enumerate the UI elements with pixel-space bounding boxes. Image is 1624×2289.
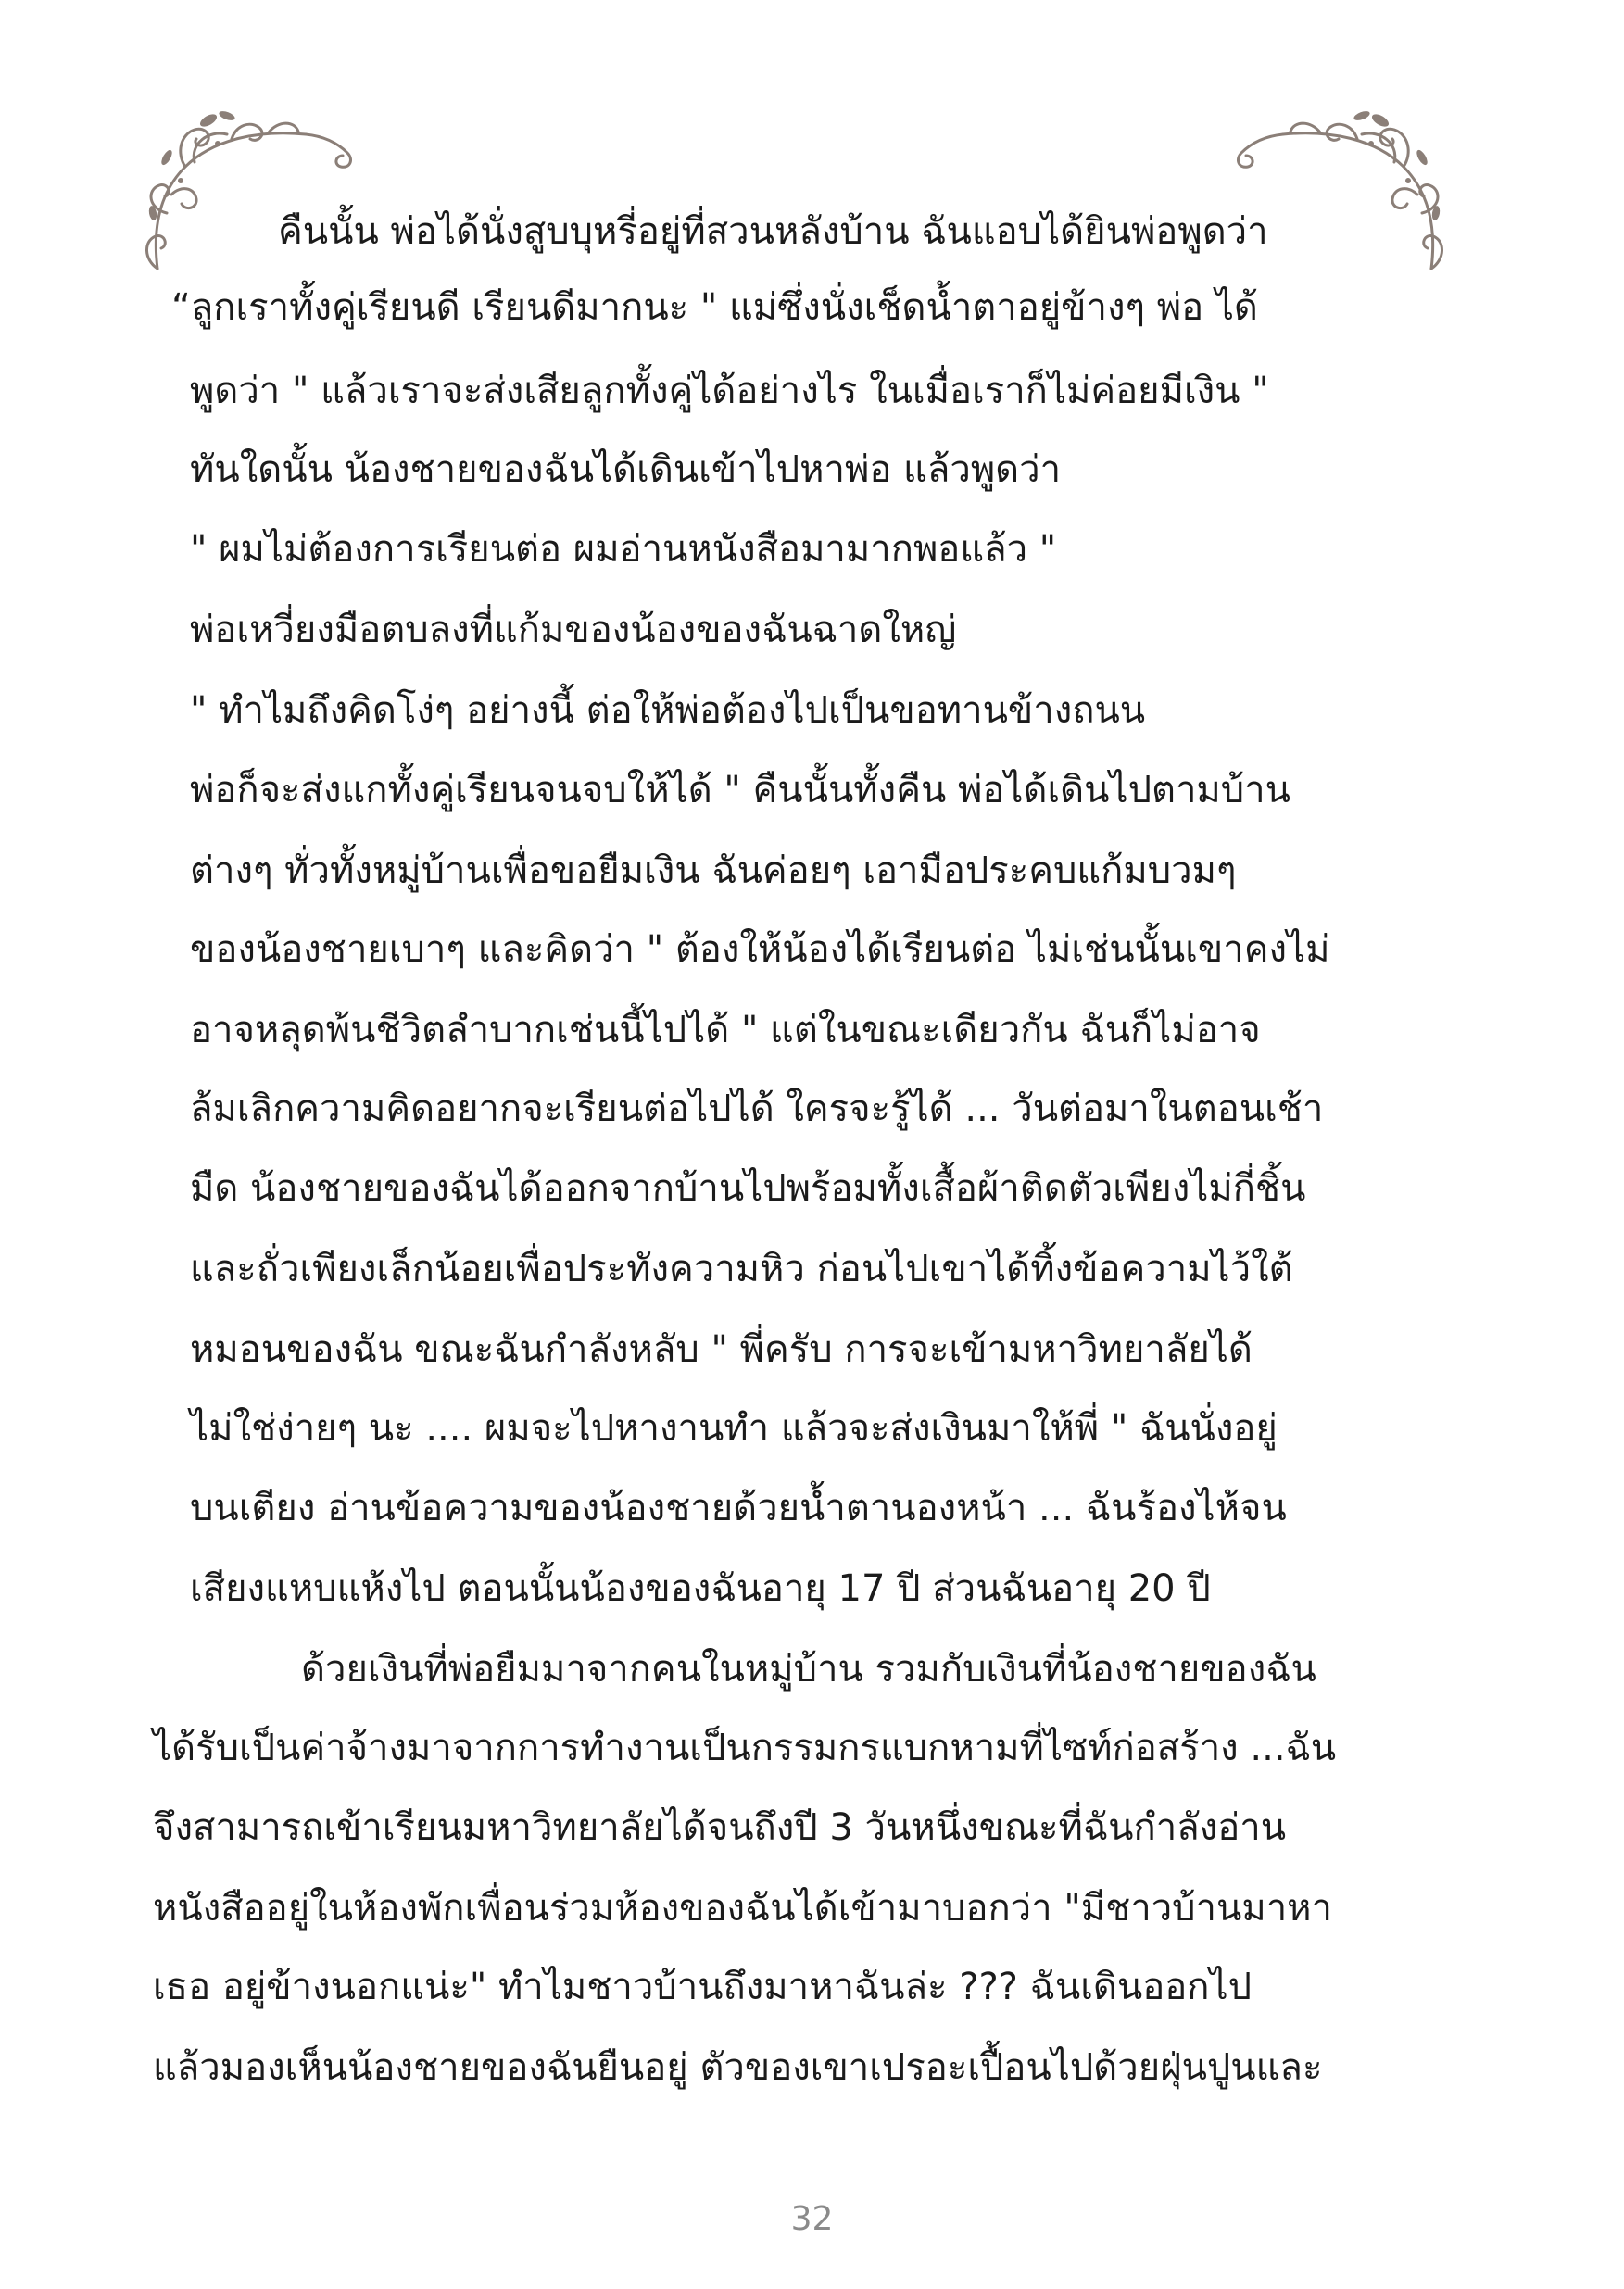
text-line: จึงสามารถเข้าเรียนมหาวิทยาลัยได้จนถึงปี 3 วันหนึ่งขณะที่ฉันกำลังอ่าน <box>153 1806 1287 1849</box>
text-line: ของน้องชายเบาๆ และคิดว่า " ต้องให้น้องได้เรียนต่อ ไม่เช่นนั้นเขาคงไม่ <box>190 928 1330 971</box>
text-line: มืด น้องชายของฉันได้ออกจากบ้านไปพร้อมทั้งเสื้อผ้าติดตัวเพียงไม่กี่ชิ้น <box>190 1167 1306 1210</box>
text-line: แล้วมองเห็นน้องชายของฉันยืนอยู่ ตัวของเขาเปรอะเปื้อนไปด้วยฝุ่นปูนและ <box>153 2046 1323 2089</box>
text-line: ไม่ใช่ง่ายๆ นะ .... ผมจะไปหางานทำ แล้วจะส่งเงินมาให้พี่ " ฉันนั่งอยู่ <box>190 1407 1278 1450</box>
text-line: เธอ อยู่ข้างนอกแน่ะ" ทำไมชาวบ้านถึงมาหาฉันล่ะ ??? ฉันเดินออกไป <box>153 1966 1252 2008</box>
text-line: หมอนของฉัน ขณะฉันกำลังหลับ " พี่ครับ การจะเข้ามหาวิทยาลัยได้ <box>190 1328 1253 1371</box>
text-line: ได้รับเป็นค่าจ้างมาจากการทำงานเป็นกรรมกรแบกหามที่ไซท์ก่อสร้าง ...ฉัน <box>153 1727 1337 1769</box>
text-line: ทันใดนั้น น้องชายของฉันได้เดินเข้าไปหาพ่อ แล้วพูดว่า <box>190 448 1062 491</box>
text-line: “ลูกเราทั้งคู่เรียนดี เรียนดีมากนะ " แม่ซึ่งนั่งเช็ดน้ำตาอยู่ข้างๆ พ่อ ได้ <box>171 286 1258 329</box>
text-line: พ่อก็จะส่งแกทั้งคู่เรียนจนจบให้ได้ " คืนนั้นทั้งคืน พ่อได้เดินไปตามบ้าน <box>190 769 1290 811</box>
text-line: คืนนั้น พ่อได้นั่งสูบบุหรี่อยู่ที่สวนหลังบ้าน ฉันแอบได้ยินพ่อพูดว่า <box>278 210 1268 253</box>
text-line: " ทำไมถึงคิดโง่ๆ อย่างนี้ ต่อให้พ่อต้องไปเป็นขอทานข้างถนน <box>190 689 1146 732</box>
text-line: พ่อเหวี่ยงมือตบลงที่แก้มของน้องของฉันฉาดใหญ่ <box>190 609 957 651</box>
text-line: ด้วยเงินที่พ่อยืมมาจากคนในหมู่บ้าน รวมกับเงินที่น้องชายของฉัน <box>301 1648 1316 1691</box>
text-line: พูดว่า " แล้วเราจะส่งเสียลูกทั้งคู่ได้อย่างไร ในเมื่อเราก็ไม่ค่อยมีเงิน " <box>190 370 1269 412</box>
text-line: ต่างๆ ทั่วทั้งหมู่บ้านเพื่อขอยืมเงิน ฉันค่อยๆ เอามือประคบแก้มบวมๆ <box>190 849 1237 892</box>
text-line: อาจหลุดพ้นชีวิตลำบากเช่นนี้ไปได้ " แต่ในขณะเดียวกัน ฉันก็ไม่อาจ <box>190 1009 1261 1051</box>
text-line: เสียงแหบแห้งไป ตอนนั้นน้องของฉันอายุ 17 ปี ส่วนฉันอายุ 20 ปี <box>190 1567 1211 1610</box>
text-line: ล้มเลิกความคิดอยากจะเรียนต่อไปได้ ใครจะรู้ได้ ... วันต่อมาในตอนเช้า <box>190 1088 1324 1130</box>
text-line: " ผมไม่ต้องการเรียนต่อ ผมอ่านหนังสือมามากพอแล้ว " <box>190 528 1057 571</box>
text-line: หนังสืออยู่ในห้องพักเพื่อนร่วมห้องของฉันได้เข้ามาบอกว่า "มีชาวบ้านมาหา <box>153 1887 1333 1930</box>
text-line: บนเตียง อ่านข้อความของน้องชายด้วยน้ำตานองหน้า ... ฉันร้องไห้จน <box>190 1487 1287 1529</box>
page-number: 32 <box>790 2200 834 2238</box>
text-line: และถั่วเพียงเล็กน้อยเพื่อประทังความหิว ก่อนไปเขาได้ทิ้งข้อความไว้ใต้ <box>190 1248 1293 1290</box>
